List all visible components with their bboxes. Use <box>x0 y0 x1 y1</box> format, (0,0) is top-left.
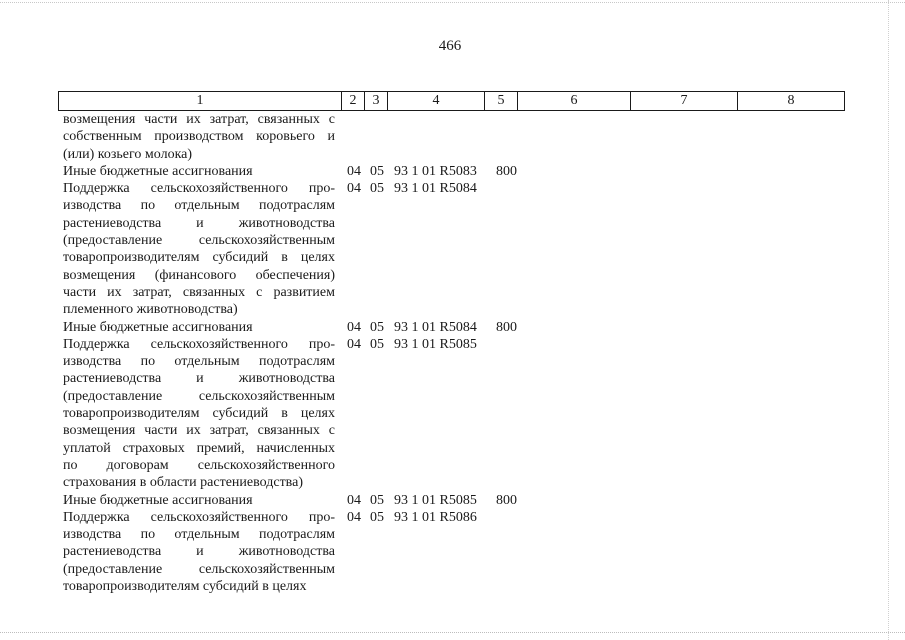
header-col-4: 4 <box>388 92 485 111</box>
cell-csr: 93 1 01 R5086 <box>394 509 477 525</box>
header-col-5: 5 <box>485 92 518 111</box>
cell-csr: 93 1 01 R5084 <box>394 319 477 335</box>
description-line: растениеводства и животноводства <box>63 544 335 560</box>
description-line: Поддержка сельскохозяйственного про- <box>63 181 335 197</box>
description-line: Иные бюджетные ассигнования <box>63 163 253 179</box>
description-line: племенного животноводства) <box>63 302 238 318</box>
cell-rz: 04 <box>347 319 361 335</box>
scan-edge-bottom <box>0 632 905 634</box>
cell-rz: 04 <box>347 181 361 197</box>
header-col-1: 1 <box>59 92 342 111</box>
description-line: товаропроизводителям субсидий в целях <box>63 406 335 422</box>
cell-pr: 05 <box>370 163 384 179</box>
description-line: товаропроизводителям субсидий в целях <box>63 579 307 595</box>
description-line: по договорам сельскохозяйственного <box>63 457 335 473</box>
header-col-3: 3 <box>365 92 388 111</box>
description-line: возмещения (финансового обеспечения) <box>63 267 335 283</box>
page-number: 466 <box>438 38 462 54</box>
header-col-7: 7 <box>631 92 738 111</box>
description-line: собственным производством коровьего и <box>63 129 335 145</box>
description-line: страхования в области растениеводства) <box>63 475 303 491</box>
description-line: (предоставление сельскохозяйственным <box>63 388 335 404</box>
description-line: (предоставление сельскохозяйственным <box>63 233 335 249</box>
header-col-8: 8 <box>738 92 845 111</box>
cell-pr: 05 <box>370 492 384 508</box>
description-line: изводства по отдельным подотраслям <box>63 527 335 543</box>
description-line: уплатой страховых премий, начисленных <box>63 440 335 456</box>
description-line: растениеводства и животноводства <box>63 371 335 387</box>
cell-rz: 04 <box>347 163 361 179</box>
header-col-2: 2 <box>342 92 365 111</box>
cell-csr: 93 1 01 R5083 <box>394 163 477 179</box>
cell-rz: 04 <box>347 336 361 352</box>
description-line: изводства по отдельным подотраслям <box>63 198 335 214</box>
description-line: растениеводства и животноводства <box>63 215 335 231</box>
description-line: части их затрат, связанных с развитием <box>63 284 335 300</box>
description-line: Поддержка сельскохозяйственного про- <box>63 509 335 525</box>
description-line: возмещения части их затрат, связанных с <box>63 423 335 439</box>
row-description <box>63 111 335 163</box>
cell-pr: 05 <box>370 336 384 352</box>
description-line: изводства по отдельным подотраслям <box>63 354 335 370</box>
cell-csr: 93 1 01 R5085 <box>394 492 477 508</box>
description-line: (или) козьего молока) <box>63 146 193 162</box>
description-line: (предоставление сельскохозяйственным <box>63 561 335 577</box>
description-line: Поддержка сельскохозяйственного про- <box>63 336 335 352</box>
scan-edge-right <box>888 0 890 640</box>
description-line: возмещения части их затрат, связанных с <box>63 112 335 127</box>
cell-rz: 04 <box>347 509 361 525</box>
cell-vr: 800 <box>496 319 517 335</box>
row-description <box>63 319 335 336</box>
column-number-header <box>58 91 845 111</box>
cell-pr: 05 <box>370 509 384 525</box>
description-line: Иные бюджетные ассигнования <box>63 492 253 508</box>
cell-vr: 800 <box>496 163 517 179</box>
cell-pr: 05 <box>370 319 384 335</box>
cell-rz: 04 <box>347 492 361 508</box>
row-description <box>63 336 335 492</box>
cell-csr: 93 1 01 R5085 <box>394 336 477 352</box>
cell-csr: 93 1 01 R5084 <box>394 181 477 197</box>
row-description <box>63 509 335 595</box>
scan-edge-top <box>0 2 905 4</box>
description-line: Иные бюджетные ассигнования <box>63 319 253 335</box>
cell-vr: 800 <box>496 492 517 508</box>
cell-pr: 05 <box>370 181 384 197</box>
row-description <box>63 492 335 509</box>
row-description <box>63 180 335 318</box>
description-line: товаропроизводителям субсидий в целях <box>63 250 335 266</box>
header-col-6: 6 <box>518 92 631 111</box>
row-description <box>63 163 335 180</box>
